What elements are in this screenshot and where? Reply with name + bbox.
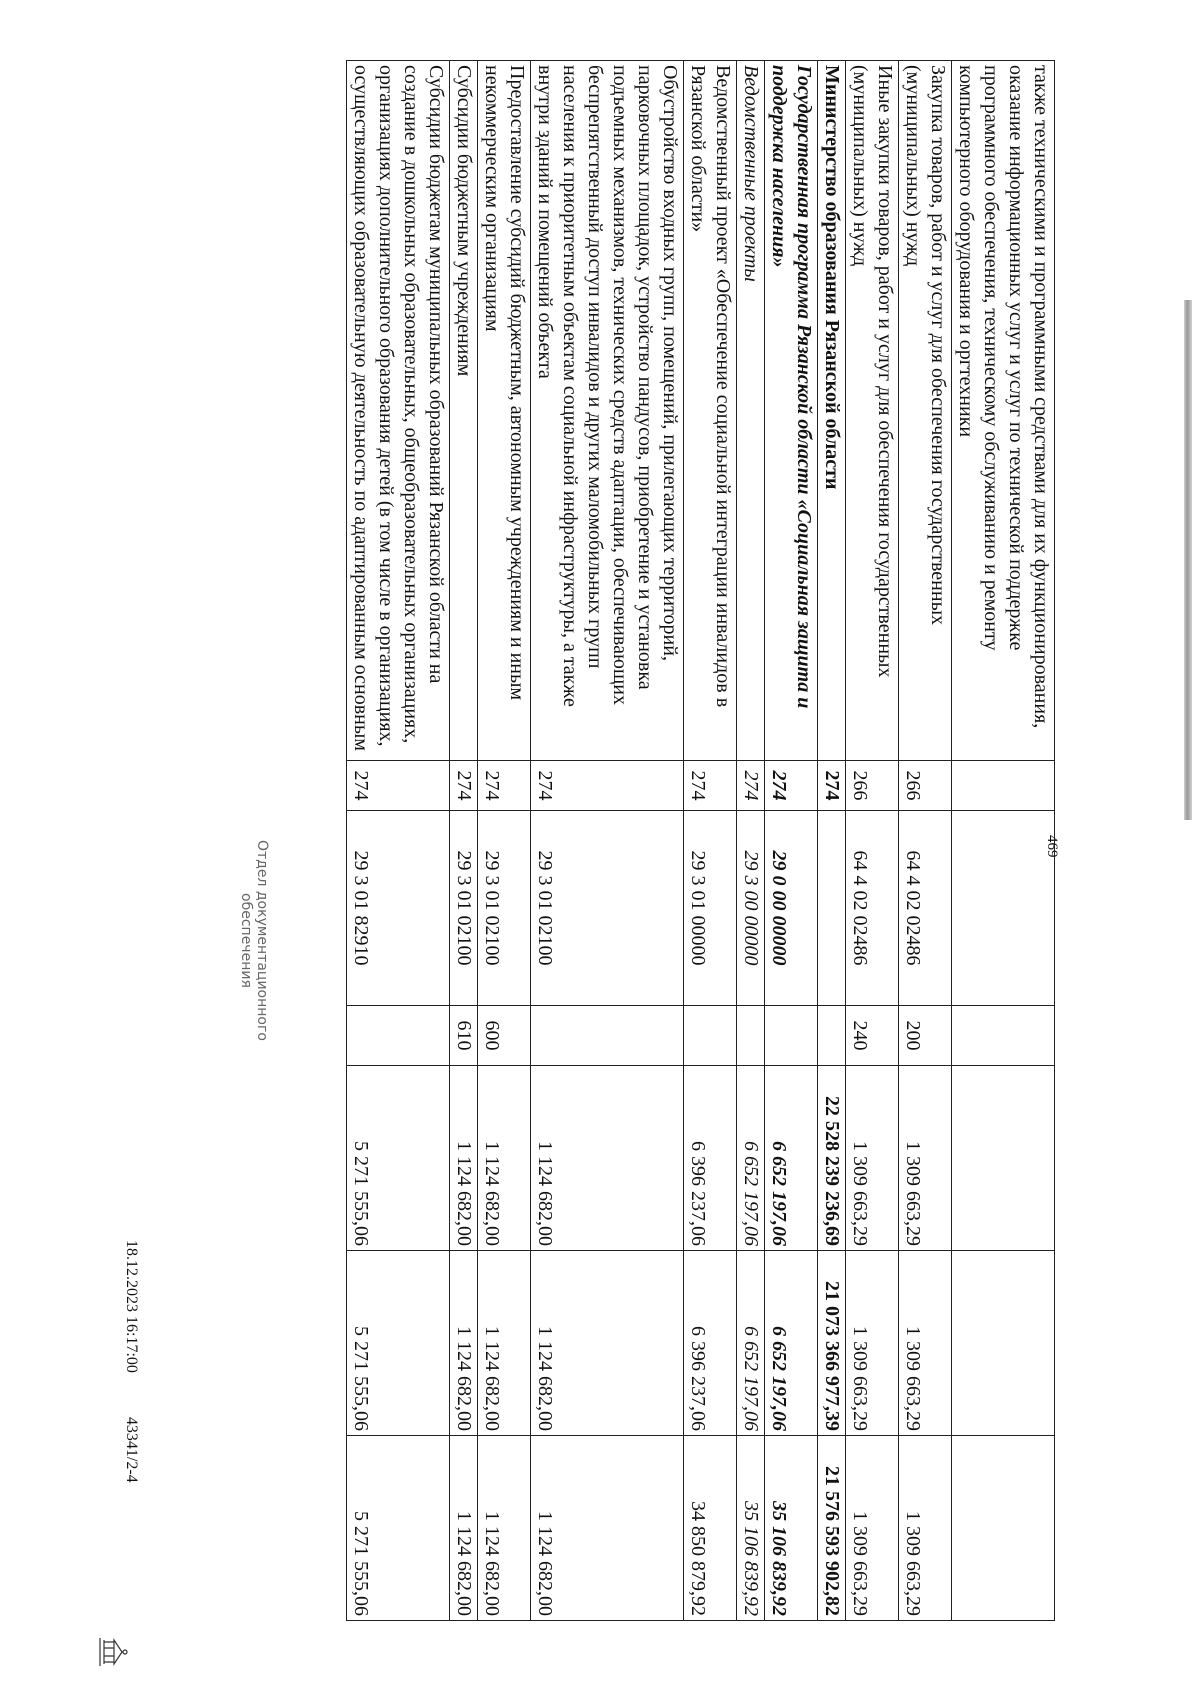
table-row	[952, 61, 1055, 1621]
row-vr-code	[531, 1006, 684, 1066]
footer-doc-code: 43341/2-4	[123, 1416, 140, 1483]
row-vr-code: 610	[450, 1006, 478, 1066]
row-sum-2026: 21 576 593 902,82	[818, 1436, 846, 1621]
table-row	[347, 61, 450, 1621]
row-sum-2025: 1 309 663,29	[899, 1251, 952, 1436]
row-csr-code: 29 3 01 82910	[347, 811, 450, 1006]
row-csr-code: 29 3 00 00000	[737, 811, 765, 1006]
row-ved-code: 274	[684, 761, 737, 811]
table-row	[818, 61, 846, 1621]
row-sum-2024: 1 309 663,29	[899, 1066, 952, 1251]
row-sum-2026: 1 309 663,29	[899, 1436, 952, 1621]
row-sum-2024: 6 652 197,06	[765, 1066, 818, 1251]
row-sum-2025: 1 124 682,00	[450, 1251, 478, 1436]
table-row	[531, 61, 684, 1621]
row-sum-2026: 5 271 555,06	[347, 1436, 450, 1621]
row-sum-2025	[952, 1251, 1055, 1436]
row-sum-2026: 35 106 839,92	[737, 1436, 765, 1621]
row-name: также техническими и программными средствами для их функционирования, оказание информационных услуг и услуг по технической поддержке программного обеспечения, техническому обслуживанию и ремонту компьютерного оборудования и оргтехники	[952, 61, 1055, 761]
row-vr-code	[347, 1006, 450, 1066]
row-sum-2025: 1 309 663,29	[846, 1251, 899, 1436]
row-vr-code: 240	[846, 1006, 899, 1066]
budget-table	[346, 60, 1055, 1621]
row-csr-code	[952, 811, 1055, 1006]
row-sum-2025: 6 652 197,06	[737, 1251, 765, 1436]
row-ved-code: 274	[765, 761, 818, 811]
row-sum-2025: 1 124 682,00	[531, 1251, 684, 1436]
row-csr-code: 29 0 00 00000	[765, 811, 818, 1006]
row-csr-code: 29 3 01 02100	[450, 811, 478, 1006]
row-sum-2024: 1 309 663,29	[846, 1066, 899, 1251]
row-ved-code	[952, 761, 1055, 811]
row-ved-code: 274	[347, 761, 450, 811]
row-csr-code	[818, 811, 846, 1006]
row-ved-code: 274	[450, 761, 478, 811]
row-ved-code: 266	[846, 761, 899, 811]
row-csr-code: 64 4 02 02486	[899, 811, 952, 1006]
table-row	[846, 61, 899, 1621]
duma-emblem-icon	[90, 1630, 134, 1674]
table-row	[899, 61, 952, 1621]
row-sum-2025: 5 271 555,06	[347, 1251, 450, 1436]
row-sum-2025: 21 073 366 977,39	[818, 1251, 846, 1436]
row-vr-code	[952, 1006, 1055, 1066]
row-sum-2025: 6 652 197,06	[765, 1251, 818, 1436]
budget-table-sheet	[145, 60, 1055, 1620]
row-name: Иные закупки товаров, работ и услуг для обеспечения государственных (муниципальных) нужд	[846, 61, 899, 761]
row-sum-2024: 6 652 197,06	[737, 1066, 765, 1251]
scan-edge-artifact	[1184, 300, 1192, 820]
row-name: Ведомственный проект «Обеспечение социальной интеграции инвалидов в Рязанской области»	[684, 61, 737, 761]
row-name: Ведомственные проекты	[737, 61, 765, 761]
stamp-line-2: обеспечения	[238, 893, 254, 988]
stamp-line-1: Отдел документационного	[254, 840, 270, 1041]
table-row	[765, 61, 818, 1621]
row-vr-code	[684, 1006, 737, 1066]
row-vr-code	[818, 1006, 846, 1066]
row-vr-code: 600	[478, 1006, 531, 1066]
row-sum-2024: 6 396 237,06	[684, 1066, 737, 1251]
row-csr-code: 64 4 02 02486	[846, 811, 899, 1006]
row-vr-code	[765, 1006, 818, 1066]
department-stamp	[238, 840, 270, 1041]
row-csr-code: 29 3 01 02100	[478, 811, 531, 1006]
row-name: Субсидии бюджетным учреждениям	[450, 61, 478, 761]
row-ved-code: 274	[478, 761, 531, 811]
row-sum-2026: 35 106 839,92	[765, 1436, 818, 1621]
row-ved-code: 274	[531, 761, 684, 811]
table-row	[737, 61, 765, 1621]
footer	[122, 1240, 140, 1523]
row-name: Министерство образования Рязанской области	[818, 61, 846, 761]
row-name: Государственная программа Рязанской области «Социальная защита и поддержка населения»	[765, 61, 818, 761]
footer-timestamp: 18.12.2023 16:17:00	[123, 1240, 140, 1373]
row-name: Субсидии бюджетам муниципальных образований Рязанской области на создание в дошкольных образовательных, общеобразовательных организациях, организациях дополнительного образования детей (в том числе в организациях, осуществляющих образовательную деятельность по адаптированным основным	[347, 61, 450, 761]
row-sum-2026: 34 850 879,92	[684, 1436, 737, 1621]
row-sum-2026: 1 309 663,29	[846, 1436, 899, 1621]
row-sum-2024: 22 528 239 236,69	[818, 1066, 846, 1251]
row-ved-code: 274	[737, 761, 765, 811]
row-sum-2024: 1 124 682,00	[450, 1066, 478, 1251]
table-row	[684, 61, 737, 1621]
row-csr-code: 29 3 01 00000	[684, 811, 737, 1006]
row-sum-2024: 5 271 555,06	[347, 1066, 450, 1251]
row-sum-2024: 1 124 682,00	[478, 1066, 531, 1251]
budget-table-body	[347, 61, 1055, 1621]
row-sum-2024	[952, 1066, 1055, 1251]
table-row	[450, 61, 478, 1621]
row-sum-2024: 1 124 682,00	[531, 1066, 684, 1251]
row-name: Предоставление субсидий бюджетным, автономным учреждениям и иным некоммерческим организациям	[478, 61, 531, 761]
row-ved-code: 266	[899, 761, 952, 811]
page-number: 469	[1044, 835, 1060, 858]
row-csr-code: 29 3 01 02100	[531, 811, 684, 1006]
row-sum-2025: 6 396 237,06	[684, 1251, 737, 1436]
row-sum-2026: 1 124 682,00	[450, 1436, 478, 1621]
row-sum-2026: 1 124 682,00	[478, 1436, 531, 1621]
row-name: Закупка товаров, работ и услуг для обеспечения государственных (муниципальных) нужд	[899, 61, 952, 761]
row-sum-2025: 1 124 682,00	[478, 1251, 531, 1436]
row-ved-code: 274	[818, 761, 846, 811]
row-name: Обустройство входных групп, помещений, прилегающих территорий, парковочных площадок, устройство пандусов, приобретение и установка подъемных механизмов, технических средств адаптации, обеспечивающих беспрепятственный доступ инвалидов и других маломобильных групп населения к приоритетным объектам социальной инфраструктуры, а также внутри зданий и помещений объекта	[531, 61, 684, 761]
row-vr-code: 200	[899, 1006, 952, 1066]
row-vr-code	[737, 1006, 765, 1066]
row-sum-2026	[952, 1436, 1055, 1621]
table-row	[478, 61, 531, 1621]
row-sum-2026: 1 124 682,00	[531, 1436, 684, 1621]
